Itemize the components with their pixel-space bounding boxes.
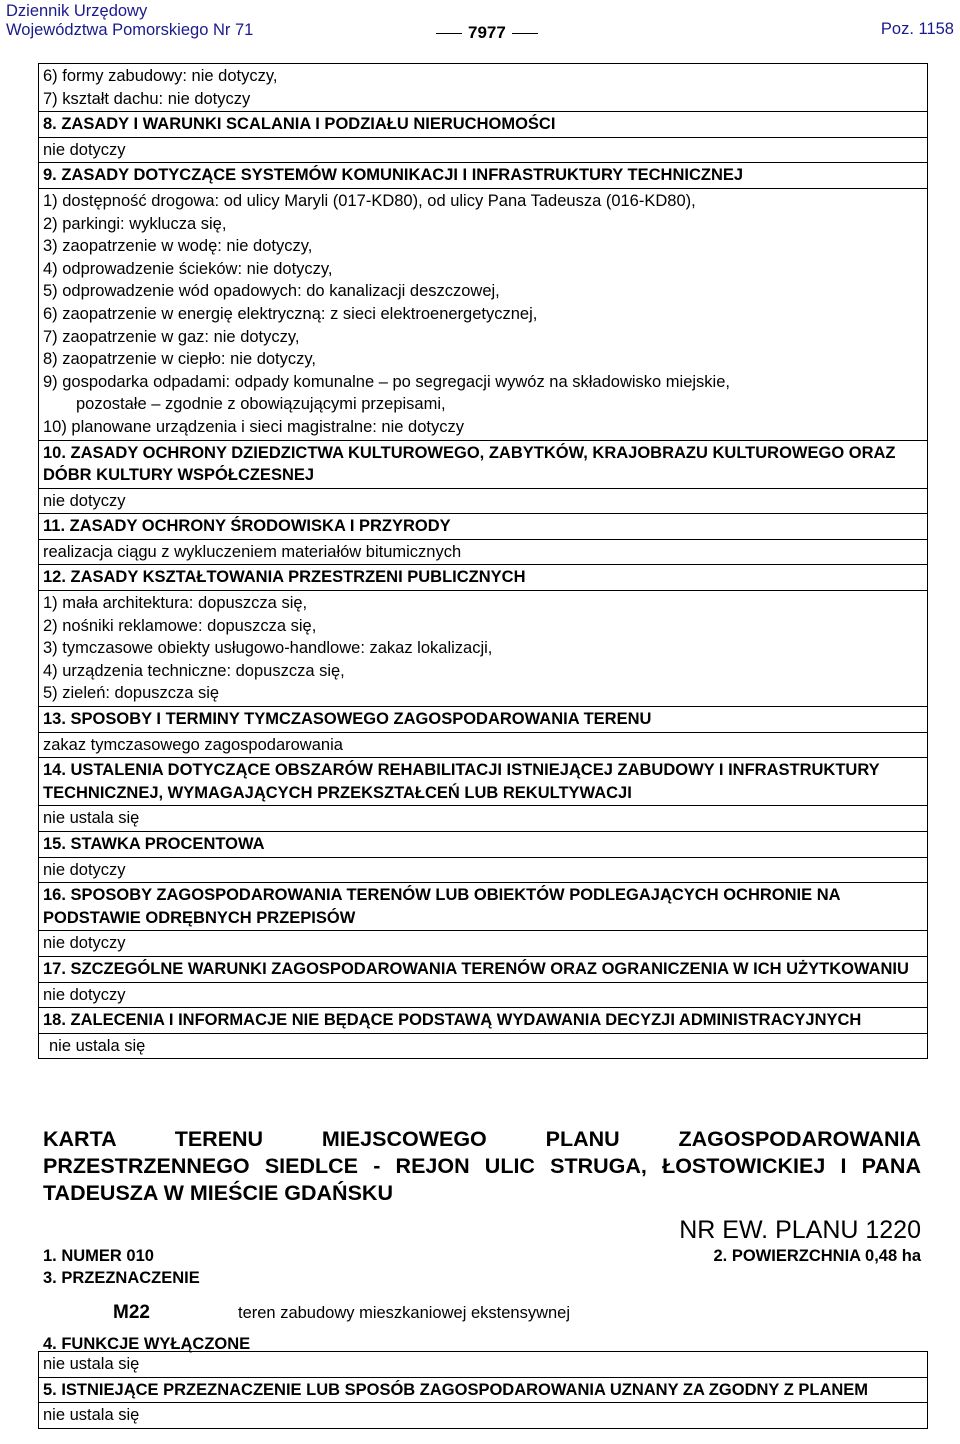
list-item: 5) zieleń: dopuszcza się [43, 684, 220, 703]
section-17-title: 17. SZCZEGÓLNE WARUNKI ZAGOSPODAROWANIA TERENÓW ORAZ OGRANICZENIA W ICH UŻYTKOWANIU [38, 957, 928, 983]
section-11-value: realizacja ciągu z wykluczeniem materiałów bitumicznych [38, 540, 928, 566]
section-12-title: 12. ZASADY KSZTAŁTOWANIA PRZESTRZENI PUBLICZNYCH [38, 565, 928, 591]
dash-right [512, 33, 538, 34]
page-number [436, 23, 538, 43]
section-9-title: 9. ZASADY DOTYCZĄCE SYSTEMÓW KOMUNIKACJI I INFRASTRUKTURY TECHNICZNEJ [38, 163, 928, 189]
journal-line2: Województwa Pomorskiego Nr 71 [6, 21, 254, 39]
list-item: 4) urządzenia techniczne: dopuszcza się, [43, 661, 345, 680]
section-11-title: 11. ZASADY OCHRONY ŚRODOWISKA I PRZYRODY [38, 514, 928, 540]
list-item: 10) planowane urządzenia i sieci magistralne: nie dotyczy [43, 417, 464, 436]
section-16-value: nie dotyczy [38, 931, 928, 957]
list-item: 9) gospodarka odpadami: odpady komunalne – po segregacji wywóz na składowisko miejskie, [43, 372, 730, 391]
list-item: 5) odprowadzenie wód opadowych: do kanalizacji deszczowej, [43, 282, 500, 301]
list-item: 1) dostępność drogowa: od ulicy Maryli (017-KD80), od ulicy Pana Tadeusza (016-KD80), [43, 191, 696, 210]
section-8-title: 8. ZASADY I WARUNKI SCALANIA I PODZIAŁU NIERUCHOMOŚCI [38, 112, 928, 138]
section-15-value: nie dotyczy [38, 858, 928, 884]
list-item: 1) mała architektura: dopuszcza się, [43, 594, 308, 613]
page-number-text: 7977 [468, 23, 506, 42]
section-10-value: nie dotyczy [38, 489, 928, 515]
list-item: 6) zaopatrzenie w energię elektryczną: z sieci elektroenergetycznej, [43, 304, 538, 323]
list-item: 2) nośniki reklamowe: dopuszcza się, [43, 616, 317, 635]
position-number: Poz. 1158 [880, 20, 954, 38]
purpose-row [43, 1301, 921, 1325]
section-10-title: 10. ZASADY OCHRONY DZIEDZICTWA KULTUROWEGO, ZABYTKÓW, KRAJOBRAZU KULTUROWEGO ORAZ DÓBR KULTURY WSPÓŁCZESNEJ [38, 441, 928, 489]
section-5-title: 5. ISTNIEJĄCE PRZEZNACZENIE LUB SPOSÓB ZAGOSPODAROWANIA UZNANY ZA ZGODNY Z PLANEM [38, 1378, 928, 1404]
list-item: 2) parkingi: wyklucza się, [43, 214, 227, 233]
excluded-functions-value: nie ustala się [38, 1351, 928, 1378]
list-item: 4) odprowadzenie ścieków: nie dotyczy, [43, 259, 333, 278]
list-item-continuation: pozostałe – zgodnie z obowiązującymi przepisami, [76, 395, 446, 414]
area-card-table [38, 1351, 928, 1429]
list-item: 6) formy zabudowy: nie dotyczy, [43, 67, 278, 85]
dash-left [436, 33, 462, 34]
section-13-value: zakaz tymczasowego zagospodarowania [38, 733, 928, 759]
building-forms-row [38, 63, 928, 112]
number-area-line [43, 1245, 921, 1267]
section-8-value: nie dotyczy [38, 138, 928, 164]
list-item: 3) tymczasowe obiekty usługowo-handlowe: zakaz lokalizacji, [43, 639, 493, 658]
journal-line1: Dziennik Urzędowy [6, 2, 148, 20]
section-17-value: nie dotyczy [38, 983, 928, 1009]
page-header [0, 0, 960, 48]
section-14-value: nie ustala się [38, 806, 928, 832]
regulations-table [38, 63, 928, 1059]
area-size: 2. POWIERZCHNIA 0,48 ha [713, 1247, 921, 1265]
section-15-title: 15. STAWKA PROCENTOWA [38, 832, 928, 858]
list-item: 3) zaopatrzenie w wodę: nie dotyczy, [43, 237, 313, 256]
section-18-title: 18. ZALECENIA I INFORMACJE NIE BĘDĄCE PODSTAWĄ WYDAWANIA DECYZJI ADMINISTRACYJNYCH [38, 1008, 928, 1034]
section-18-value: nie ustala się [38, 1034, 928, 1060]
list-item: 7) kształt dachu: nie dotyczy [43, 89, 251, 108]
purpose-code: M22 [113, 1302, 150, 1323]
excluded-functions-title: 4. FUNKCJE WYŁĄCZONE [43, 1335, 251, 1353]
section-5-value: nie ustala się [38, 1403, 928, 1429]
purpose-label: 3. PRZEZNACZENIE [43, 1269, 200, 1287]
section-14-title: 14. USTALENIA DOTYCZĄCE OBSZARÓW REHABILITACJI ISTNIEJĄCEJ ZABUDOWY I INFRASTRUKTURY TECHNICZNEJ, WYMAGAJĄCYCH PRZEKSZTAŁCEŃ LUB REKULTYWACJI [38, 758, 928, 806]
section-12-items [38, 591, 928, 707]
purpose-description: teren zabudowy mieszkaniowej ekstensywnej [238, 1303, 570, 1322]
journal-name [6, 2, 253, 40]
plan-record-number: NR EW. PLANU 1220 [679, 1216, 921, 1244]
list-item: 7) zaopatrzenie w gaz: nie dotyczy, [43, 327, 300, 346]
section-16-title: 16. SPOSOBY ZAGOSPODAROWANIA TERENÓW LUB OBIEKTÓW PODLEGAJĄCYCH OCHRONIE NA PODSTAWIE ODRĘBNYCH PRZEPISÓW [38, 883, 928, 931]
section-13-title: 13. SPOSOBY I TERMINY TYMCZASOWEGO ZAGOSPODAROWANIA TERENU [38, 707, 928, 733]
list-item: 8) zaopatrzenie w ciepło: nie dotyczy, [43, 350, 316, 369]
area-card [43, 1126, 921, 1355]
area-card-title: KARTA TERENU MIEJSCOWEGO PLANU ZAGOSPODAROWANIA PRZESTRZENNEGO SIEDLCE - REJON ULIC STRUGA, ŁOSTOWICKIEJ I PANA TADEUSZA W MIEŚCIE GDAŃSKU [43, 1127, 921, 1205]
section-9-items [38, 189, 928, 441]
area-number: 1. NUMER 010 [43, 1247, 154, 1265]
